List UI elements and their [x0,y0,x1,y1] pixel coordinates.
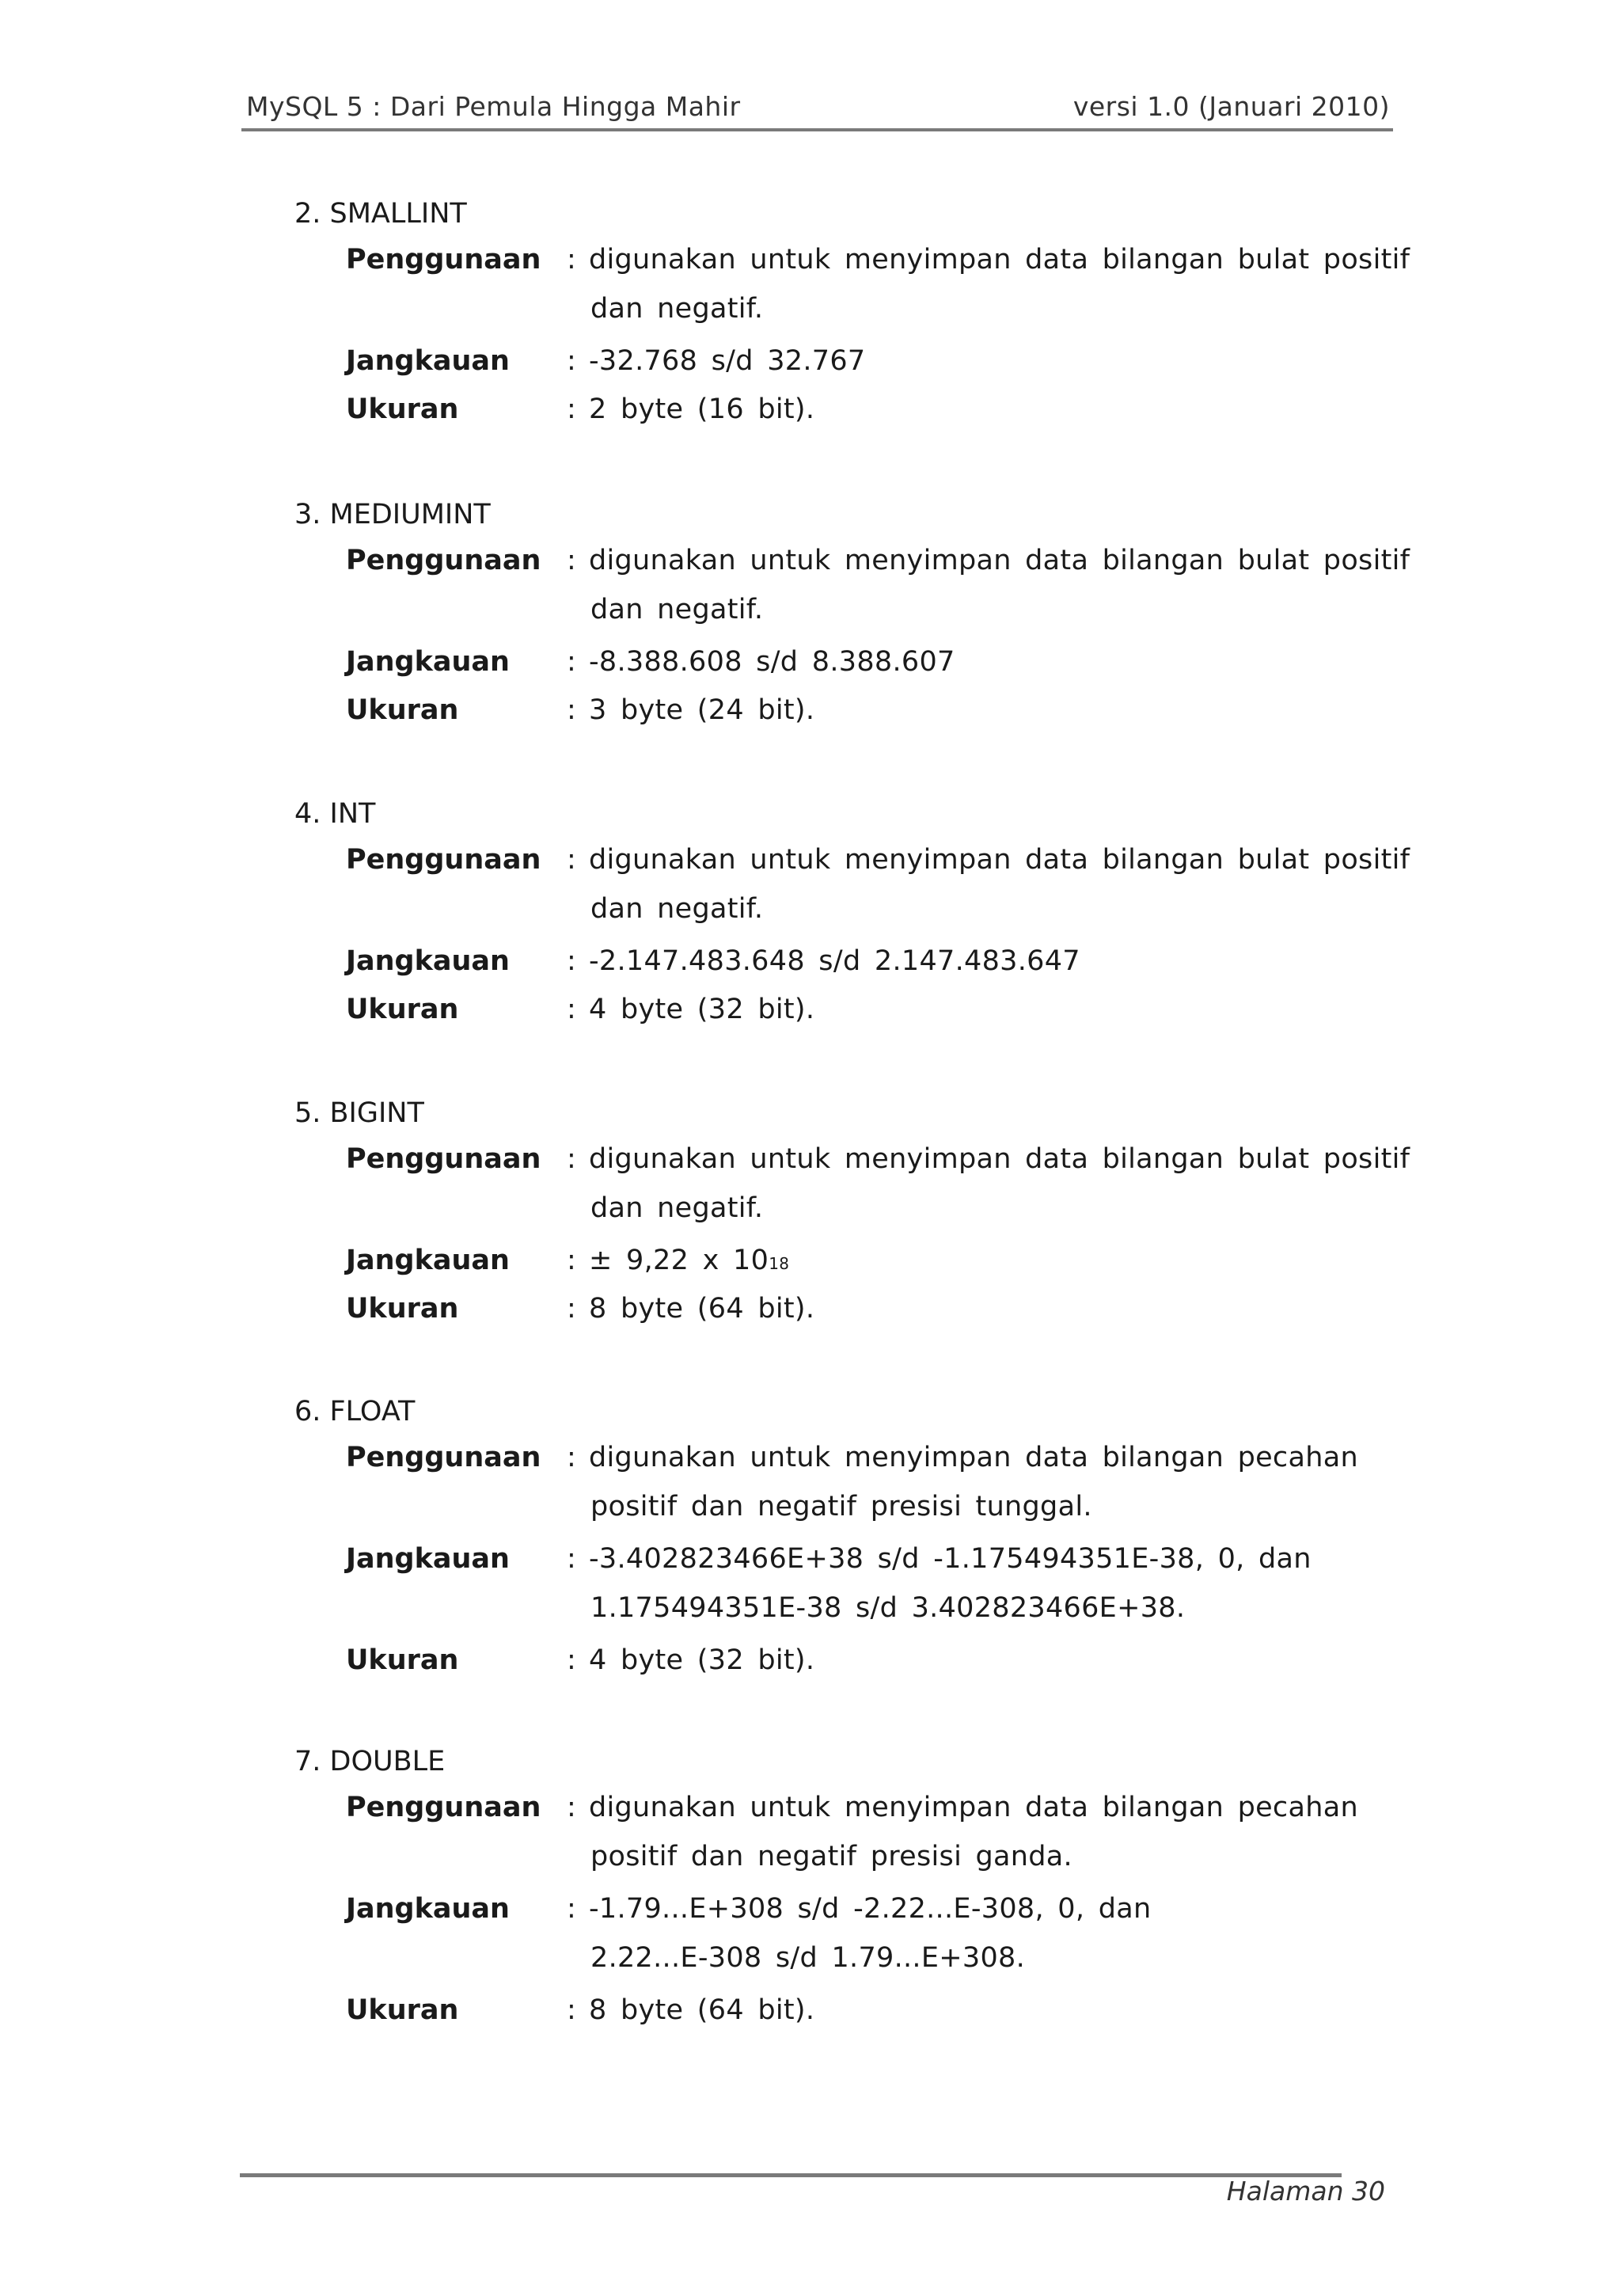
colon: : [567,393,576,425]
colon: : [567,1442,576,1473]
size-value [589,985,1365,1034]
usage-line: digunakan untuk menyimpan data bilangan bulat positif [589,244,1410,276]
range-label: Jangkauan [346,345,510,377]
usage-value [589,1135,1410,1233]
colon: : [567,1543,576,1575]
page-number: Halaman 30 [1226,2176,1385,2207]
range-label: Jangkauan [346,1245,510,1276]
usage-line: positif dan negatif presisi tunggal. [590,1491,1092,1522]
section-title: 7. DOUBLE [294,1746,446,1777]
size-line: 8 byte (64 bit). [589,1293,815,1325]
range-line: 2.22...E-308 s/d 1.79...E+308. [590,1942,1026,1974]
usage-line: dan negatif. [590,893,764,925]
range-value [589,637,1365,686]
colon: : [567,1994,576,2026]
usage-line: digunakan untuk menyimpan data bilangan bulat positif [589,545,1410,576]
size-value [589,1284,1365,1333]
range-line [589,1236,1365,1288]
footer-divider [240,2173,1342,2177]
range-value [589,1884,1365,1982]
usage-label: Penggunaan [346,844,541,876]
colon: : [567,646,576,678]
usage-line: dan negatif. [590,293,764,325]
size-label: Ukuran [346,1644,459,1676]
range-line: -8.388.608 s/d 8.388.607 [589,646,955,678]
usage-line: dan negatif. [590,594,764,625]
usage-value [589,235,1410,333]
usage-label: Penggunaan [346,1143,541,1175]
header-version: versi 1.0 (Januari 2010) [1072,91,1390,122]
range-line: -1.79...E+308 s/d -2.22...E-308, 0, dan [589,1893,1152,1925]
usage-label: Penggunaan [346,244,541,276]
size-value [589,1636,1365,1685]
usage-label: Penggunaan [346,1792,541,1823]
usage-value [589,835,1410,933]
colon: : [567,844,576,876]
section-title: 3. MEDIUMINT [294,499,491,530]
section-title: 5. BIGINT [294,1097,424,1129]
colon: : [567,694,576,726]
usage-line: digunakan untuk menyimpan data bilangan pecahan [589,1792,1358,1823]
size-value [589,1986,1365,2035]
range-label: Jangkauan [346,646,510,678]
range-value [589,336,1365,386]
usage-label: Penggunaan [346,1442,541,1473]
usage-line: positif dan negatif presisi ganda. [590,1841,1072,1872]
header-book-title: MySQL 5 : Dari Pemula Hingga Mahir [246,91,741,122]
range-line: -32.768 s/d 32.767 [589,345,866,377]
range-line: -3.402823466E+38 s/d -1.175494351E-38, 0, dan [589,1543,1312,1575]
colon: : [567,994,576,1025]
size-line: 8 byte (64 bit). [589,1994,815,2026]
size-label: Ukuran [346,393,459,425]
colon: : [567,545,576,576]
colon: : [567,1293,576,1325]
usage-label: Penggunaan [346,545,541,576]
colon: : [567,345,576,377]
range-label: Jangkauan [346,1543,510,1575]
range-line: 1.175494351E-38 s/d 3.402823466E+38. [590,1592,1186,1624]
usage-value [589,1783,1365,1881]
size-line: 4 byte (32 bit). [589,1644,815,1676]
range-label: Jangkauan [346,1893,510,1925]
size-label: Ukuran [346,1994,459,2026]
range-base: ± 9,22 x 10 [589,1245,769,1276]
size-line: 3 byte (24 bit). [589,694,815,726]
colon: : [567,1143,576,1175]
size-line: 2 byte (16 bit). [589,393,815,425]
range-value [589,937,1365,986]
size-label: Ukuran [346,694,459,726]
range-label: Jangkauan [346,945,510,977]
size-line: 4 byte (32 bit). [589,994,815,1025]
usage-line: digunakan untuk menyimpan data bilangan bulat positif [589,844,1410,876]
usage-line: digunakan untuk menyimpan data bilangan pecahan [589,1442,1358,1473]
usage-line: dan negatif. [590,1192,764,1224]
colon: : [567,1245,576,1276]
size-value [589,686,1365,735]
size-value [589,385,1365,434]
section-title: 2. SMALLINT [294,198,467,230]
colon: : [567,1644,576,1676]
size-label: Ukuran [346,994,459,1025]
section-title: 4. INT [294,798,376,830]
usage-line: digunakan untuk menyimpan data bilangan bulat positif [589,1143,1410,1175]
range-value [589,1236,1365,1288]
colon: : [567,1893,576,1925]
colon: : [567,244,576,276]
range-value [589,1534,1365,1633]
range-line: -2.147.483.648 s/d 2.147.483.647 [589,945,1080,977]
usage-value [589,1433,1365,1531]
section-title: 6. FLOAT [294,1396,416,1427]
size-label: Ukuran [346,1293,459,1325]
colon: : [567,1792,576,1823]
range-exponent: 18 [769,1254,790,1273]
colon: : [567,945,576,977]
usage-value [589,536,1410,634]
